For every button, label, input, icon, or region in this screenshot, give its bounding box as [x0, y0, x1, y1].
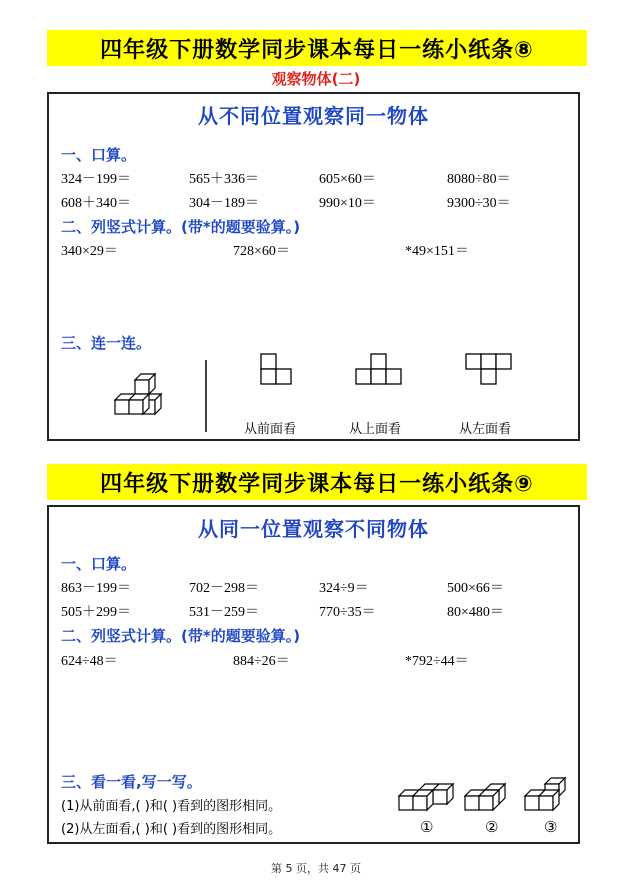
- view-label-left: 从左面看: [459, 422, 512, 437]
- vertical-problem: 624÷48＝: [61, 654, 118, 669]
- oral-problem: 8080÷80＝: [447, 172, 511, 187]
- vertical-problem: 884÷26＝: [233, 654, 290, 669]
- oral-problem: 608＋340＝: [61, 196, 131, 211]
- sheet8-section-vertical: 二、列竖式计算。(带*的题要验算。): [61, 218, 301, 236]
- view-label-front: 从前面看: [244, 422, 297, 437]
- sheet8-box-title: 从不同位置观察同一物体: [198, 104, 429, 128]
- divider-line: [204, 360, 208, 432]
- oral-problem: 9300÷30＝: [447, 196, 511, 211]
- oral-problem: 324÷9＝: [319, 581, 369, 596]
- oral-problem: 605×60＝: [319, 172, 376, 187]
- stacked-cubes-figure: [113, 370, 175, 418]
- vertical-problem: 340×29＝: [61, 244, 118, 259]
- oral-problem: 990×10＝: [319, 196, 376, 211]
- cube-group-2: [463, 780, 523, 814]
- sheet8-section-connect: 三、连一连。: [61, 334, 152, 352]
- sheet9-section-oral: 一、口算。: [61, 555, 137, 573]
- oral-problem: 304－189＝: [189, 196, 259, 211]
- sheet8-section-oral: 一、口算。: [61, 146, 137, 164]
- view-shape-t-down: [465, 353, 514, 385]
- oral-problem: 324－199＝: [61, 172, 131, 187]
- sheet8-banner: 四年级下册数学同步课本每日一练小纸条⑧: [47, 30, 587, 66]
- page-footer: 第 5 页，共 47 页: [271, 862, 361, 875]
- figure-label-1: ①: [420, 818, 434, 836]
- oral-problem: 863－199＝: [61, 581, 131, 596]
- oral-problem: 770÷35＝: [319, 605, 376, 620]
- oral-problem: 500×66＝: [447, 581, 504, 596]
- vertical-problem: 728×60＝: [233, 244, 290, 259]
- sheet9-section-look: 三、看一看,写一写。: [61, 773, 202, 791]
- sheet9-banner: 四年级下册数学同步课本每日一练小纸条⑨: [47, 464, 587, 500]
- vertical-problem: *792÷44＝: [405, 654, 469, 669]
- view-shape-l: [260, 353, 294, 385]
- sheet8-box: [47, 92, 580, 441]
- oral-problem: 565＋336＝: [189, 172, 259, 187]
- sheet9-section-vertical: 二、列竖式计算。(带*的题要验算。): [61, 627, 301, 645]
- figure-label-2: ②: [485, 818, 499, 836]
- sheet8-subtitle: 观察物体(二): [271, 70, 361, 88]
- vertical-problem: *49×151＝: [405, 244, 469, 259]
- cube-group-3: [523, 780, 583, 814]
- fill-question-1: (1)从前面看,( )和( )看到的图形相同。: [61, 799, 282, 814]
- sheet9-box-title: 从同一位置观察不同物体: [198, 517, 429, 541]
- fill-question-2: (2)从左面看,( )和( )看到的图形相同。: [61, 822, 282, 837]
- sheet9-box: [47, 505, 580, 844]
- oral-problem: 80×480＝: [447, 605, 504, 620]
- figure-label-3: ③: [544, 818, 558, 836]
- oral-problem: 531－259＝: [189, 605, 259, 620]
- view-label-top: 从上面看: [349, 422, 402, 437]
- oral-problem: 505＋299＝: [61, 605, 131, 620]
- oral-problem: 702－298＝: [189, 581, 259, 596]
- view-shape-t: [355, 353, 404, 385]
- cube-group-1: [397, 780, 457, 814]
